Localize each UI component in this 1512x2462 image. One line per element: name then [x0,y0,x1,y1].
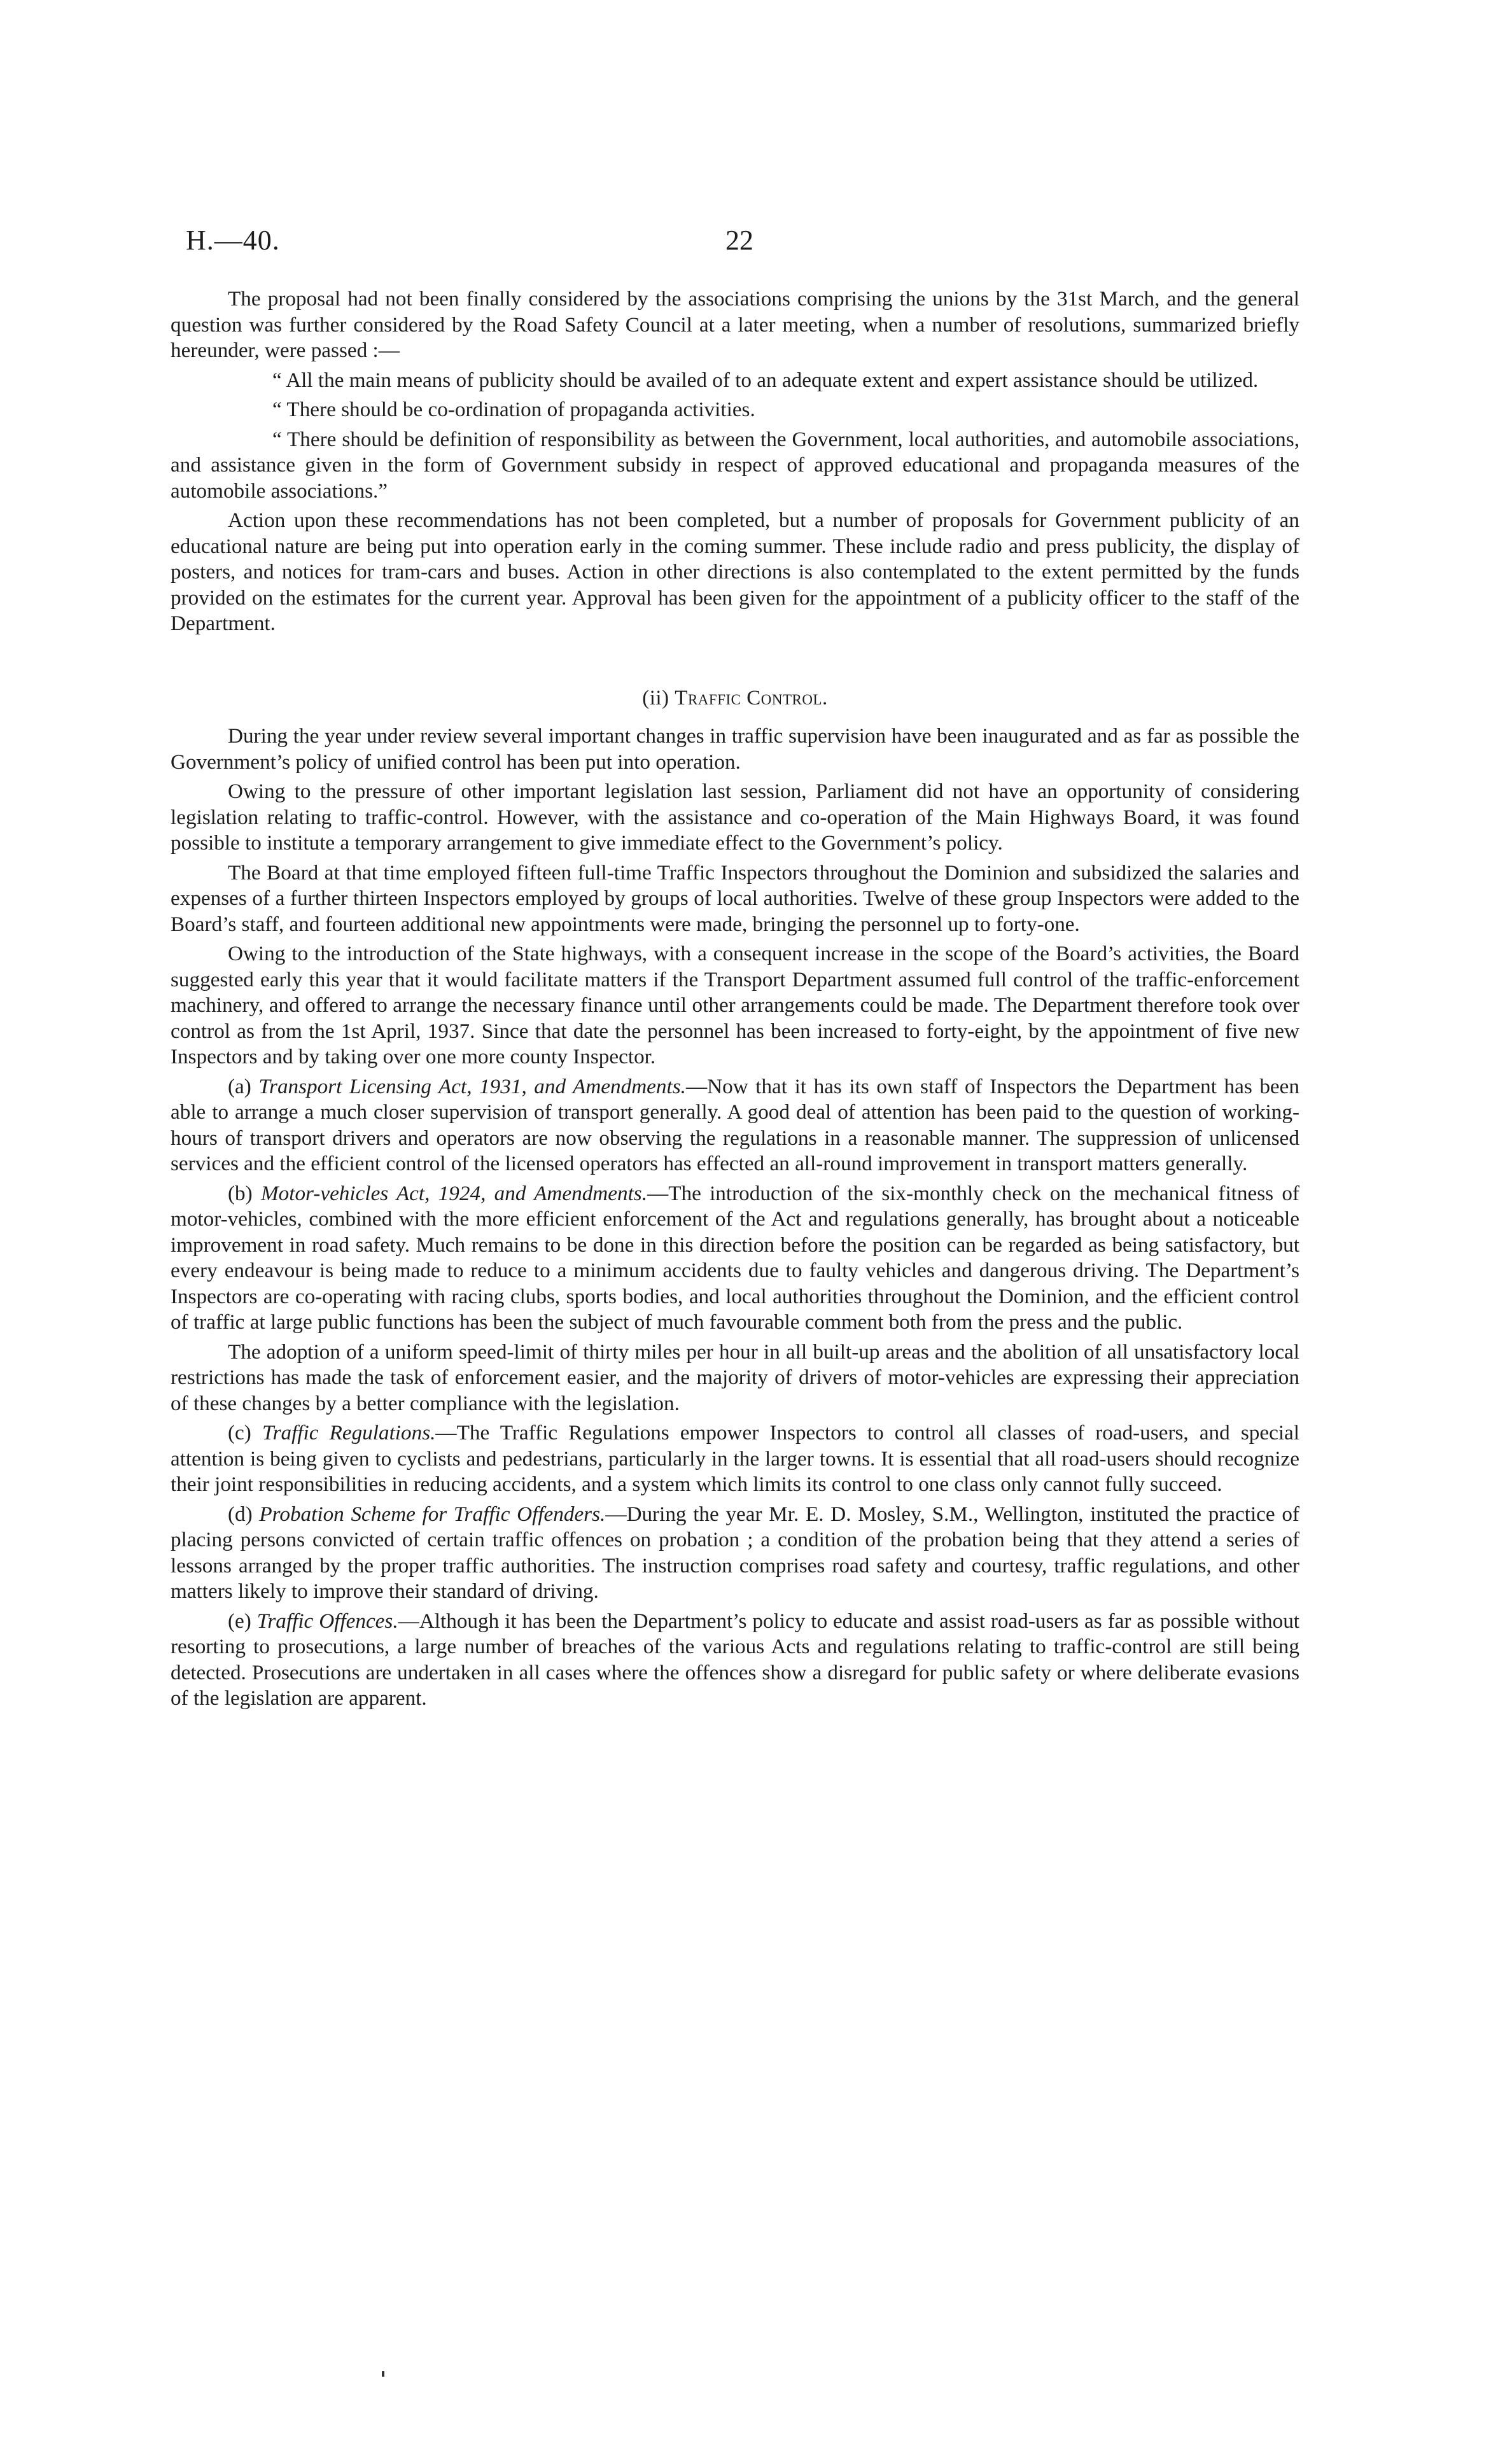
section-paragraph: Owing to the introduction of the State highways, with a consequent increase in the scope of the Board’s activities, the Board suggested early this year that it would facilitate matters if the Transport Department assumed full control of the traffic-enforcement machinery, and offered to arrange the necessary finance until other arrangements could be made. The Department therefore took over control as from the 1st April, 1937. Since that date the personnel has been increased to forty-eight, by the appointment of five new Inspectors and by taking over one more county Inspector. [171,942,1299,1068]
resolutions-block [171,368,1299,505]
subsection-paragraph [171,1502,1299,1605]
subsection-title: Traffic Offences. [256,1609,398,1633]
subsection-label: (d) [228,1502,260,1526]
subsection-text: —Now that it has its own staff of Inspectors the Department has been able to arrange a much closer supervision of transport generally. A good deal of attention has been paid to the question of working-hours of transport drivers and operators are now observing the regulations in a reasonable manner. The suppression of unlicensed services and the efficient control of the licensed operators has effected an all-round improvement in transport matters generally. [171,1074,1299,1175]
resolution-quote: “ There should be co-ordination of propaganda activities. [272,398,755,421]
resolution-quote: “ There should be definition of responsibility as between the Government, local authorities, and automobile associations, and assistance given in the form of Government subsidy in respect of approved educational and propaganda measures of the automobile associations.” [171,427,1299,503]
subsection-paragraph [171,1339,1299,1417]
subsection-paragraph [171,1609,1299,1712]
subsection-text: The adoption of a uniform speed-limit of thirty miles per hour in all built-up areas and the abolition of all unsatisfactory local restrictions has made the task of enforcement easier, and the majority of drivers of motor-vehicles are expressing their appreciation of these changes by a better compliance with the legislation. [171,1339,1299,1415]
subsection-paragraph [171,1420,1299,1498]
intro-paragraph: The proposal had not been finally considered by the associations comprising the unions by the 31st March, and the general question was further considered by the Road Safety Council at a later meeting, when a number of resolutions, summarized briefly hereunder, were passed :— [171,287,1299,362]
section-title: Traffic Control. [675,686,828,710]
document-reference: H.—40. [186,225,280,256]
section-paragraph: During the year under review several important changes in traffic supervision have been inaugurated and as far as possible the Government’s policy of unified control has been put into operation. [171,724,1299,774]
subsection-text: —During the year Mr. E. D. Mosley, S.M., Wellington, instituted the practice of placing persons convicted of certain traffic offences on probation ; a condition of the probation being that they attend a series of lessons arranged by the proper traffic authorities. The instruction comprises road safety and courtesy, traffic regulations, and other matters likely to improve their standard of driving. [171,1502,1299,1603]
subsection-title: Transport Licensing Act, 1931, and Amendments. [258,1074,686,1098]
subsection-label: (b) [228,1181,261,1205]
subsection-label: (e) [228,1609,257,1633]
subsection-title: Probation Scheme for Traffic Offenders. [259,1502,606,1526]
subsection-text: —The introduction of the six-monthly check on the mechanical fitness of motor-vehicles, combined with the more efficient enforcement of the Act and regulations generally, has brought about a noticeable improvement in road safety. Much remains to be done in this direction before the position can be regarded as being satisfactory, but every endeavour is being made to reduce to a minimum accidents due to faulty vehicles and dangerous driving. The Department’s Inspectors are co-operating with racing clubs, sports bodies, and local authorities throughout the Dominion, and the efficient control of traffic at large public functions has been the subject of much favourable comment both from the press and the public. [171,1181,1299,1334]
subsection-text: —The Traffic Regulations empower Inspectors to control all classes of road-users, and special attention is being given to cyclists and pedestrians, particularly in the larger towns. It is essential that all road-users should recognize their joint responsibilities in reducing accidents, and a system which limits its control to one class only cannot fully succeed. [171,1421,1299,1496]
section-paragraph: The Board at that time employed fifteen full-time Traffic Inspectors throughout the Dominion and subsidized the salaries and expenses of a further thirteen Inspectors employed by groups of local authorities. Twelve of these group Inspectors were added to the Board’s staff, and fourteen additional new appointments were made, bringing the personnel up to forty-one. [171,860,1299,936]
subsection-paragraph [171,1181,1299,1336]
subsection-text: —Although it has been the Department’s policy to educate and assist road-users as far as possible without resorting to prosecutions, a large number of breaches of the various Acts and regulations relating to traffic-control are still being detected. Prosecutions are undertaken in all cases where the offences show a disregard for public safety or where deliberate evasions of the legislation are apparent. [171,1609,1300,1710]
section-paragraph: Owing to the pressure of other important legislation last session, Parliament did not have an opportunity of considering legislation relating to traffic-control. However, with the assistance and co-operation of the Main Highways Board, it was found possible to institute a temporary arrangement to give immediate effect to the Government’s policy. [171,780,1299,855]
resolution-quote: “ All the main means of publicity should be availed of to an adequate extent and expert assistance should be utilized. [272,368,1259,392]
section-number: (ii) [642,686,675,710]
publicity-paragraph: Action upon these recommendations has not been completed, but a number of proposals for Government publicity of an educational nature are being put into operation early in the coming summer. These include radio and press publicity, the display of posters, and notices for tram-cars and buses. Action in other directions is also contemplated to the extent permitted by the funds provided on the estimates for the current year. Approval has been given for the appointment of a publicity officer to the staff of the Department. [171,508,1299,635]
subsection-title: Traffic Regulations. [262,1421,436,1444]
page-body [171,286,1299,1716]
section-heading [171,685,1299,711]
scan-mark [382,2371,384,2377]
subsection-label: (c) [228,1421,262,1444]
subsection-title: Motor-vehicles Act, 1924, and Amendments. [260,1181,648,1205]
subsection-paragraph [171,1074,1299,1177]
subsection-label: (a) [228,1074,259,1098]
page-number: 22 [725,225,753,256]
